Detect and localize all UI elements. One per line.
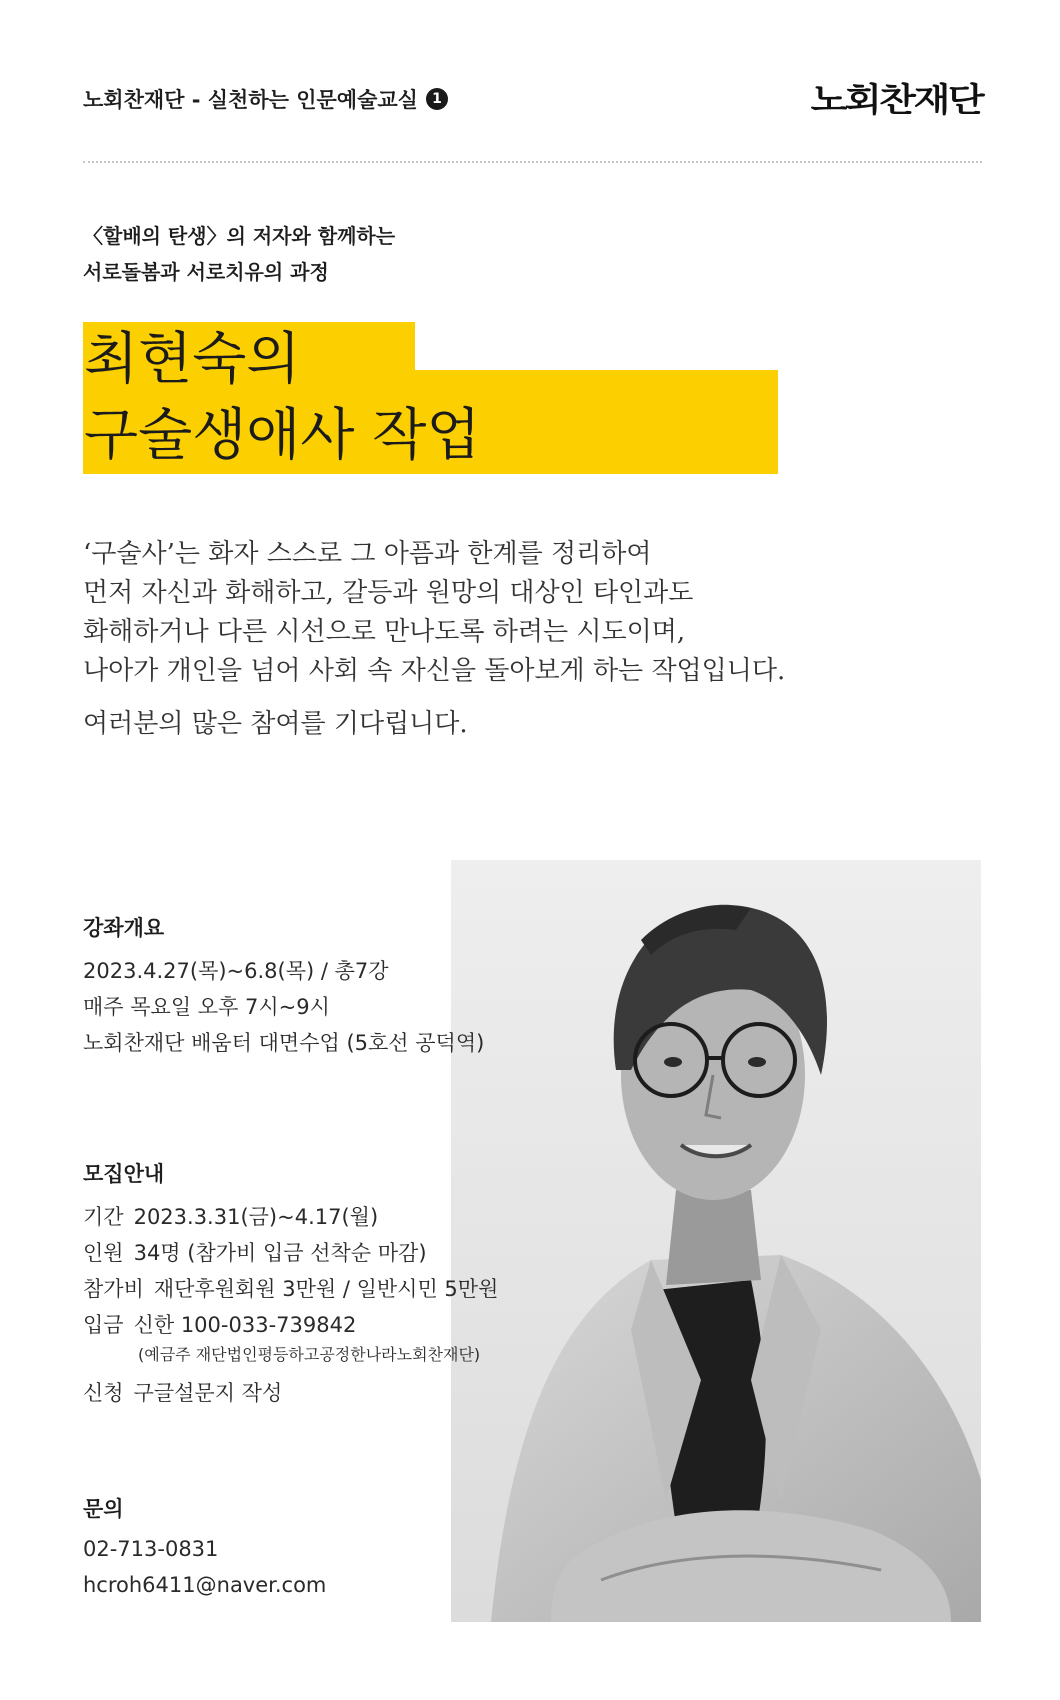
series-title: 노회찬재단 - 실천하는 인문예술교실 bbox=[83, 88, 418, 112]
description-line: 화해하거나 다른 시선으로 만나도록 하려는 시도이며, bbox=[83, 617, 686, 647]
recruit-item-deposit bbox=[83, 1307, 498, 1343]
series-header bbox=[83, 84, 448, 114]
subtitle-line-2: 서로돌봄과 서로치유의 과정 bbox=[83, 260, 329, 284]
overview-line: 매주 목요일 오후 7시~9시 bbox=[83, 995, 330, 1019]
header-divider bbox=[83, 161, 982, 163]
recruit-label: 입금 bbox=[83, 1313, 124, 1337]
page-title bbox=[84, 322, 480, 474]
description bbox=[83, 535, 785, 744]
account-holder-note: (예금주 재단법인평등하고공정한나라노회찬재단) bbox=[138, 1345, 481, 1364]
subtitle-line-1: 〈할배의 탄생〉의 저자와 함께하는 bbox=[83, 224, 396, 248]
recruit-details bbox=[83, 1199, 498, 1411]
description-line: ‘구술사’는 화자 스스로 그 아픔과 한계를 정리하여 bbox=[83, 539, 652, 569]
foundation-logo: 노회찬재단 bbox=[810, 80, 982, 119]
contact-details bbox=[83, 1531, 326, 1603]
contact-phone[interactable]: 02-713-0831 bbox=[83, 1537, 219, 1561]
recruit-label: 신청 bbox=[83, 1381, 124, 1405]
recruit-item-period bbox=[83, 1199, 498, 1235]
overview-line: 2023.4.27(목)~6.8(목) / 총7강 bbox=[83, 959, 389, 983]
recruit-item-fee bbox=[83, 1271, 498, 1307]
overview-line: 노회찬재단 배움터 대면수업 (5호선 공덕역) bbox=[83, 1031, 485, 1055]
title-line-1: 최현숙의 bbox=[84, 327, 301, 392]
portrait-photo bbox=[451, 860, 981, 1622]
recruit-item-capacity bbox=[83, 1235, 498, 1271]
description-line: 먼저 자신과 화해하고, 갈등과 원망의 대상인 타인과도 bbox=[83, 578, 694, 608]
recruit-value: 구글설문지 작성 bbox=[133, 1381, 283, 1405]
description-closing: 여러분의 많은 참여를 기다립니다. bbox=[83, 709, 468, 739]
recruit-item-apply bbox=[83, 1375, 498, 1411]
title-line-2: 구술생애사 작업 bbox=[84, 403, 481, 468]
recruit-value: 2023.3.31(금)~4.17(월) bbox=[133, 1205, 379, 1229]
recruit-label: 인원 bbox=[83, 1241, 124, 1265]
recruit-label: 참가비 bbox=[83, 1277, 144, 1301]
contact-email[interactable]: hcroh6411@naver.com bbox=[83, 1573, 327, 1597]
recruit-value: 신한 100-033-739842 bbox=[133, 1313, 357, 1337]
recruit-value: 재단후원회원 3만원 / 일반시민 5만원 bbox=[153, 1277, 499, 1301]
contact-title: 문의 bbox=[83, 1497, 124, 1521]
recruit-value: 34명 (참가비 입금 선착순 마감) bbox=[133, 1241, 427, 1265]
description-line: 나아가 개인을 넘어 사회 속 자신을 돌아보게 하는 작업입니다. bbox=[83, 656, 786, 686]
recruit-label: 기간 bbox=[83, 1205, 124, 1229]
series-number-badge: 1 bbox=[426, 88, 448, 110]
overview-details bbox=[83, 953, 484, 1061]
overview-title: 강좌개요 bbox=[83, 916, 165, 940]
recruit-title: 모집안내 bbox=[83, 1162, 165, 1186]
subtitle bbox=[83, 218, 395, 290]
